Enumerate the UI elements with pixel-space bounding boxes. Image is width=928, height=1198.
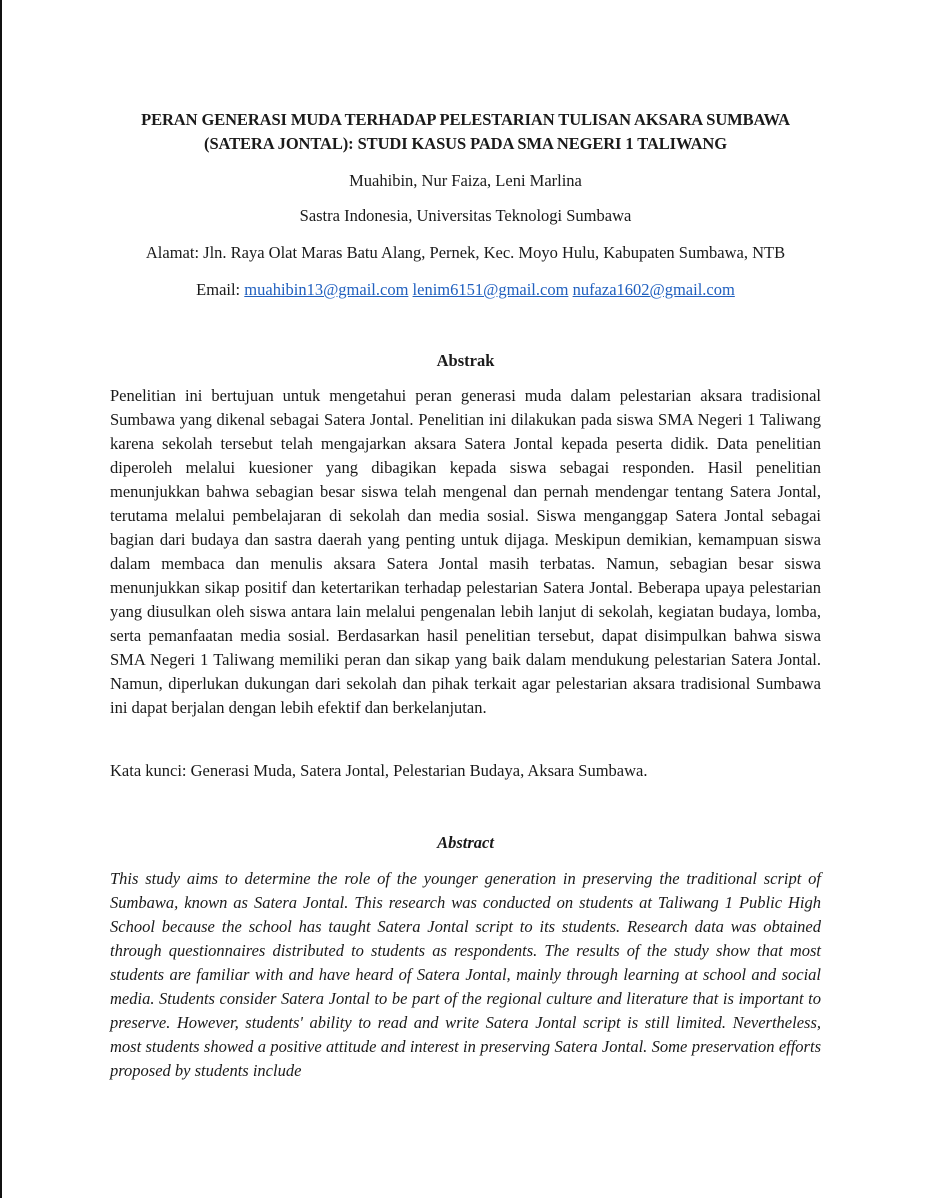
email-link-lenim[interactable]: lenim6151@gmail.com <box>412 280 569 299</box>
abstract-heading: Abstract <box>437 833 494 852</box>
abstrak-heading: Abstrak <box>436 351 495 370</box>
abstrak-body: Penelitian ini bertujuan untuk mengetahui peran generasi muda dalam pelestarian aksara tradisional Sumbawa yang dikenal sebagai Satera Jontal. Penelitian ini dilakukan pada siswa SMA Negeri 1 Taliwang karena sekolah tersebut telah mengajarkan aksara Satera Jontal kepada peserta didik. Data penelitian diperoleh melalui kuesioner yang dibagikan kepada siswa sebagai responden. Hasil penelitian menunjukkan bahwa sebagian besar siswa telah mengenal dan pernah mendengar tentang Satera Jontal, terutama melalui pembelajaran di sekolah dan media sosial. Siswa menganggap Satera Jontal sebagai bagian dari budaya dan sastra daerah yang penting untuk dijaga. Meskipun demikian, kemampuan siswa dalam membaca dan menulis aksara Satera Jontal masih terbatas. Namun, sebagian besar siswa menunjukkan sikap positif dan ketertarikan terhadap pelestarian Satera Jontal. Beberapa upaya pelestarian yang diusulkan oleh siswa antara lain melalui pengenalan lebih lanjut di sekolah, kegiatan budaya, lomba, serta pemanfaatan media sosial. Berdasarkan hasil penelitian tersebut, dapat disimpulkan bahwa siswa SMA Negeri 1 Taliwang memiliki peran dan sikap yang baik dalam mendukung pelestarian Satera Jontal. Namun, diperlukan dukungan dari sekolah dan pihak terkait agar pelestarian aksara tradisional Sumbawa ini dapat berjalan dengan lebih efektif dan berkelanjutan. <box>110 386 821 717</box>
email-link-nufaza[interactable]: nufaza1602@gmail.com <box>572 280 735 299</box>
email-label: Email: <box>196 280 241 299</box>
paper-affiliation: Sastra Indonesia, Universitas Teknologi Sumbawa <box>299 206 632 225</box>
paper-title: PERAN GENERASI MUDA TERHADAP PELESTARIAN TULISAN AKSARA SUMBAWA (SATERA JONTAL): STUDI KASUS PADA SMA NEGERI 1 TALIWANG <box>141 110 790 153</box>
paper-address: Alamat: Jln. Raya Olat Maras Batu Alang, Pernek, Kec. Moyo Hulu, Kabupaten Sumbawa, NTB <box>145 243 786 262</box>
paper-email-line <box>110 280 821 300</box>
abstract-body: This study aims to determine the role of the younger generation in preserving the traditional script of Sumbawa, known as Satera Jontal. This research was conducted on students at Taliwang 1 Public High School because the school has taught Satera Jontal script to its students. Research data was obtained through questionnaires distributed to students as respondents. The results of the study show that most students are familiar with and have heard of Satera Jontal, mainly through learning at school and social media. Students consider Satera Jontal to be part of the regional culture and literature that is important to preserve. However, students' ability to read and write Satera Jontal script is still limited. Nevertheless, most students showed a positive attitude and interest in preserving Satera Jontal. Some preservation efforts proposed by students include <box>110 869 821 1080</box>
abstrak-keywords: Kata kunci: Generasi Muda, Satera Jontal, Pelestarian Budaya, Aksara Sumbawa. <box>110 761 648 780</box>
page-left-border <box>0 0 2 1198</box>
paper-authors: Muahibin, Nur Faiza, Leni Marlina <box>349 171 582 190</box>
email-link-muahibin[interactable]: muahibin13@gmail.com <box>244 280 409 299</box>
